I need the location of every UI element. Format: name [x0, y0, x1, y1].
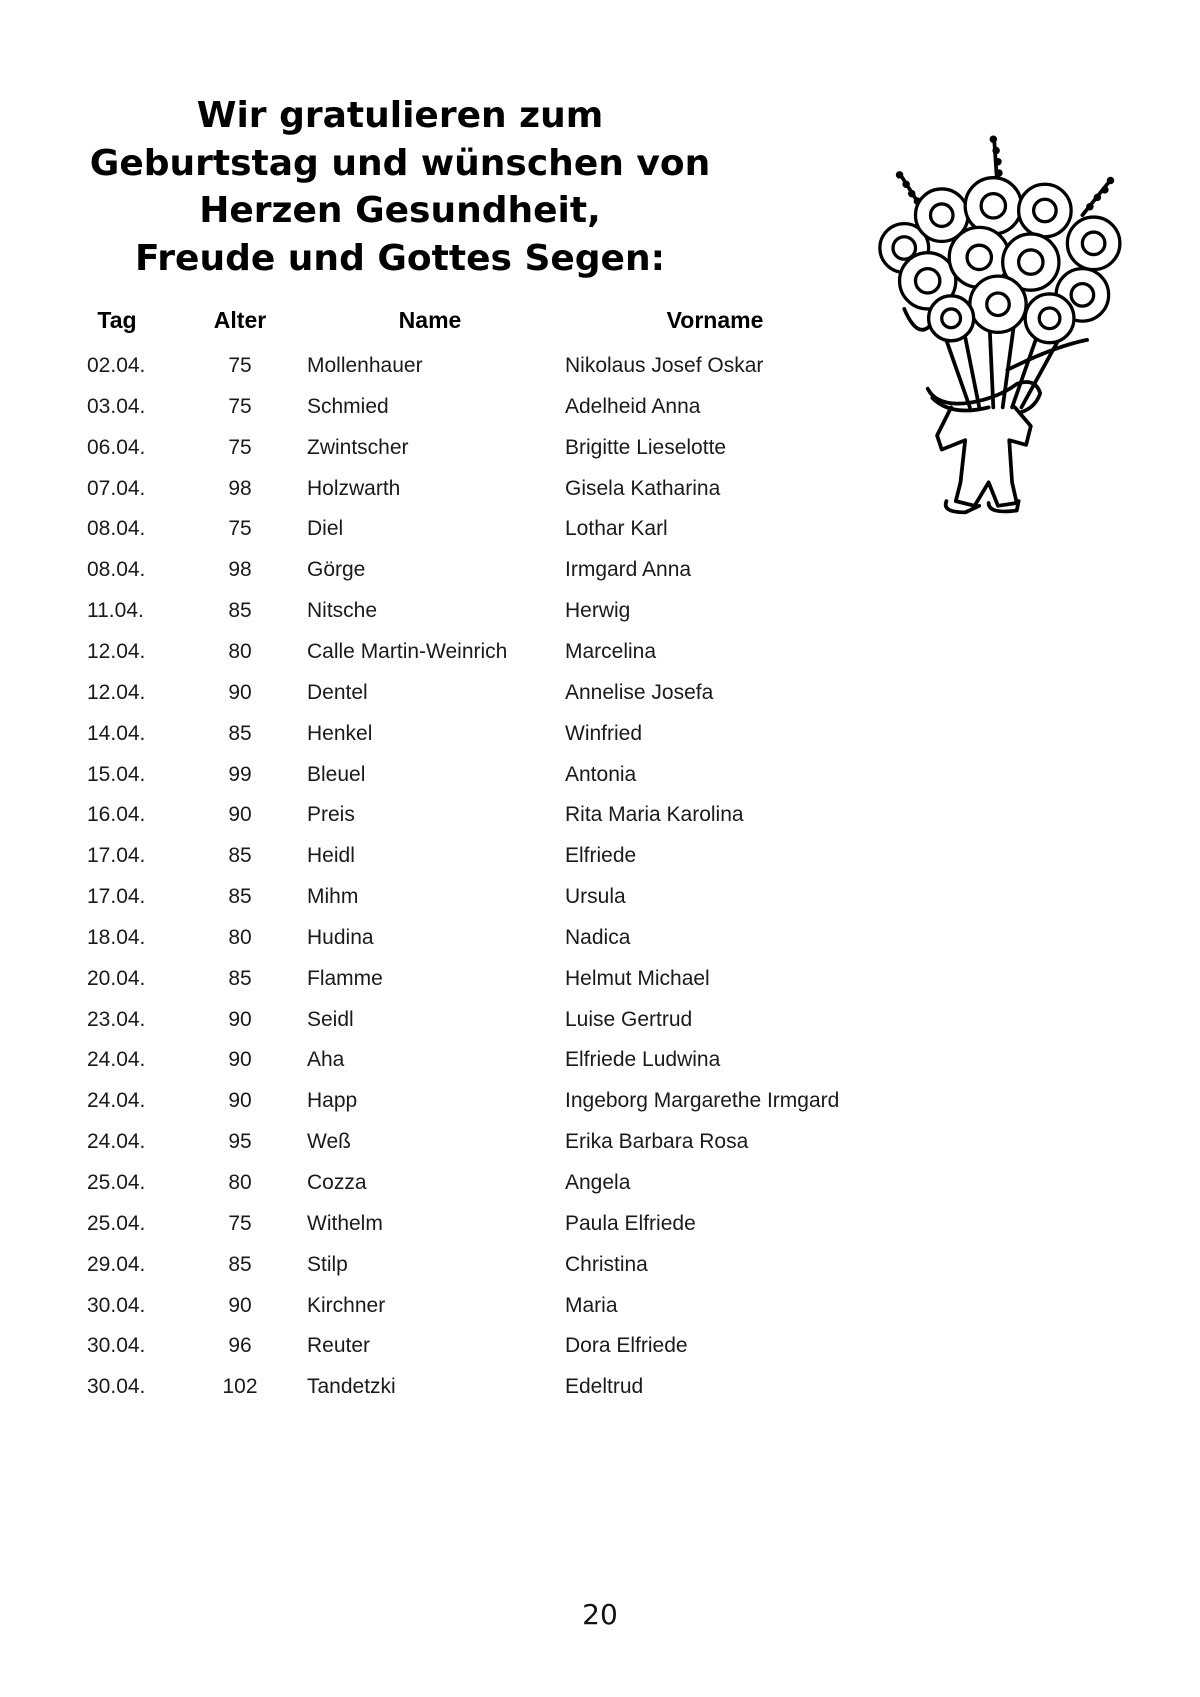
cell-name: Reuter [307, 1334, 371, 1358]
cell-vorname: Edeltrud [565, 1375, 644, 1399]
cell-tag: 20.04. [87, 966, 146, 990]
cell-alter: 98 [228, 558, 252, 582]
cell-tag: 11.04. [87, 599, 144, 623]
cell-tag: 17.04. [87, 885, 146, 909]
cell-tag: 08.04. [87, 517, 146, 541]
table-header [0, 305, 900, 335]
cell-name: Diel [307, 517, 344, 541]
cell-vorname: Lothar Karl [565, 517, 668, 541]
table-row [0, 351, 900, 381]
cell-vorname: Marcelina [565, 639, 657, 663]
cell-vorname: Nadica [565, 925, 631, 949]
cell-tag: 15.04. [87, 762, 146, 786]
cell-name: Stilp [307, 1252, 348, 1276]
cell-vorname: Elfriede [565, 844, 637, 868]
cell-alter: 95 [228, 1130, 252, 1154]
cell-tag: 23.04. [87, 1007, 146, 1031]
table-row [0, 392, 900, 422]
cell-name: Weß [307, 1130, 351, 1154]
cell-name: Happ [307, 1089, 358, 1113]
cell-tag: 12.04. [87, 680, 146, 704]
column-header-vorname: Vorname [666, 307, 764, 333]
cell-name: Withelm [307, 1211, 383, 1235]
cell-alter: 85 [228, 721, 252, 745]
cell-tag: 14.04. [87, 721, 146, 745]
cell-vorname: Herwig [565, 599, 631, 623]
cell-vorname: Gisela Katharina [565, 476, 721, 500]
cell-tag: 16.04. [87, 803, 146, 827]
table-row [0, 433, 900, 463]
cell-alter: 85 [228, 1252, 252, 1276]
cell-tag: 03.04. [87, 394, 146, 418]
cell-name: Tandetzki [307, 1375, 396, 1399]
cell-alter: 75 [228, 435, 252, 459]
cell-tag: 17.04. [87, 844, 146, 868]
title-line-4: Freude und Gottes Segen: [135, 237, 665, 279]
cell-vorname: Helmut Michael [565, 966, 710, 990]
cell-tag: 24.04. [87, 1130, 146, 1154]
cell-vorname: Adelheid Anna [565, 394, 701, 418]
cell-name: Bleuel [307, 762, 366, 786]
table-row [0, 882, 900, 912]
cell-vorname: Elfriede Ludwina [565, 1048, 721, 1072]
cell-name: Heidl [307, 844, 355, 868]
cell-alter: 75 [228, 354, 252, 377]
cell-tag: 25.04. [87, 1211, 146, 1235]
cell-alter: 102 [222, 1375, 258, 1399]
page-number: 20 [582, 1598, 618, 1631]
cell-tag: 24.04. [87, 1048, 146, 1072]
cell-alter: 90 [228, 680, 252, 704]
table-row [0, 1372, 900, 1402]
cell-vorname: Christina [565, 1252, 648, 1276]
cell-tag: 30.04. [87, 1375, 146, 1399]
cell-vorname: Rita Maria Karolina [565, 803, 744, 827]
cell-tag: 02.04. [87, 354, 146, 377]
cell-tag: 25.04. [87, 1171, 146, 1194]
cell-name: Mihm [307, 885, 359, 909]
cell-alter: 75 [228, 517, 252, 541]
cell-name: Hudina [307, 925, 374, 949]
cell-alter: 80 [228, 925, 252, 949]
cell-name: Nitsche [307, 599, 378, 623]
cell-alter: 85 [228, 966, 252, 990]
table-row [0, 800, 900, 830]
cell-alter: 80 [228, 639, 252, 663]
cell-name: Dentel [307, 680, 368, 704]
cell-name: Schmied [307, 394, 389, 418]
column-header-alter: Alter [213, 307, 267, 333]
table-row [0, 1168, 900, 1198]
cell-tag: 08.04. [87, 558, 146, 582]
cell-alter: 75 [228, 1211, 252, 1235]
table-row [0, 1209, 900, 1239]
cell-name: Mollenhauer [307, 354, 423, 377]
cell-vorname: Ingeborg Margarethe Irmgard [565, 1089, 840, 1113]
flower-bouquet-icon [848, 118, 1148, 528]
table-row [0, 555, 900, 585]
cell-vorname: Brigitte Lieselotte [565, 435, 727, 459]
cell-alter: 85 [228, 885, 252, 909]
cell-alter: 80 [228, 1171, 252, 1194]
table-row [0, 719, 900, 749]
cell-name: Henkel [307, 721, 373, 745]
table-row [0, 514, 900, 544]
title-line-1: Wir gratulieren zum [196, 95, 604, 136]
table-row [0, 1331, 900, 1361]
cell-vorname: Angela [565, 1171, 631, 1194]
cell-alter: 90 [228, 1048, 252, 1072]
cell-tag: 18.04. [87, 925, 146, 949]
cell-tag: 30.04. [87, 1334, 146, 1358]
cell-alter: 90 [228, 1293, 252, 1317]
cell-tag: 24.04. [87, 1089, 146, 1113]
cell-vorname: Erika Barbara Rosa [565, 1130, 749, 1154]
cell-vorname: Annelise Josefa [565, 680, 714, 704]
cell-vorname: Nikolaus Josef Oskar [565, 354, 764, 377]
column-header-name: Name [398, 307, 462, 333]
cell-vorname: Irmgard Anna [565, 558, 692, 582]
cell-alter: 99 [228, 762, 252, 786]
cell-alter: 90 [228, 803, 252, 827]
cell-alter: 98 [228, 476, 252, 500]
cell-alter: 90 [228, 1007, 252, 1031]
cell-vorname: Ursula [565, 885, 626, 909]
cell-tag: 29.04. [87, 1252, 146, 1276]
cell-vorname: Antonia [565, 762, 637, 786]
cell-name: Seidl [307, 1007, 354, 1031]
cell-alter: 85 [228, 844, 252, 868]
cell-alter: 85 [228, 599, 252, 623]
page-title [60, 92, 740, 282]
cell-tag: 30.04. [87, 1293, 146, 1317]
table-row [0, 637, 900, 667]
cell-name: Aha [307, 1048, 345, 1072]
table-row [0, 1045, 900, 1075]
table-row [0, 923, 900, 953]
cell-tag: 06.04. [87, 435, 146, 459]
cell-vorname: Luise Gertrud [565, 1007, 693, 1031]
cell-tag: 07.04. [87, 476, 146, 500]
cell-vorname: Maria [565, 1293, 618, 1317]
title-line-2: Geburtstag und wünschen von [89, 142, 711, 184]
cell-name: Calle Martin-Weinrich [307, 639, 508, 663]
table-row [0, 1291, 900, 1321]
table-row [0, 1005, 900, 1035]
table-row [0, 1127, 900, 1157]
cell-name: Zwintscher [307, 435, 409, 459]
cell-name: Flamme [307, 966, 383, 990]
cell-alter: 90 [228, 1089, 252, 1113]
cell-vorname: Paula Elfriede [565, 1211, 696, 1235]
table-row [0, 1250, 900, 1280]
column-header-tag: Tag [97, 307, 137, 333]
cell-vorname: Winfried [565, 721, 643, 745]
cell-name: Holzwarth [307, 476, 401, 500]
cell-name: Preis [307, 803, 355, 827]
cell-alter: 96 [228, 1334, 252, 1358]
table-row [0, 678, 900, 708]
cell-name: Cozza [307, 1171, 367, 1194]
cell-name: Görge [307, 558, 366, 582]
cell-alter: 75 [228, 394, 252, 418]
cell-name: Kirchner [307, 1293, 386, 1317]
cell-vorname: Dora Elfriede [565, 1334, 688, 1358]
table-row [0, 596, 900, 626]
table-row [0, 841, 900, 871]
cell-tag: 12.04. [87, 639, 146, 663]
table-row [0, 1086, 900, 1116]
table-row [0, 964, 900, 994]
table-row [0, 760, 900, 790]
table-row [0, 474, 900, 504]
title-line-3: Herzen Gesundheit, [199, 190, 601, 231]
